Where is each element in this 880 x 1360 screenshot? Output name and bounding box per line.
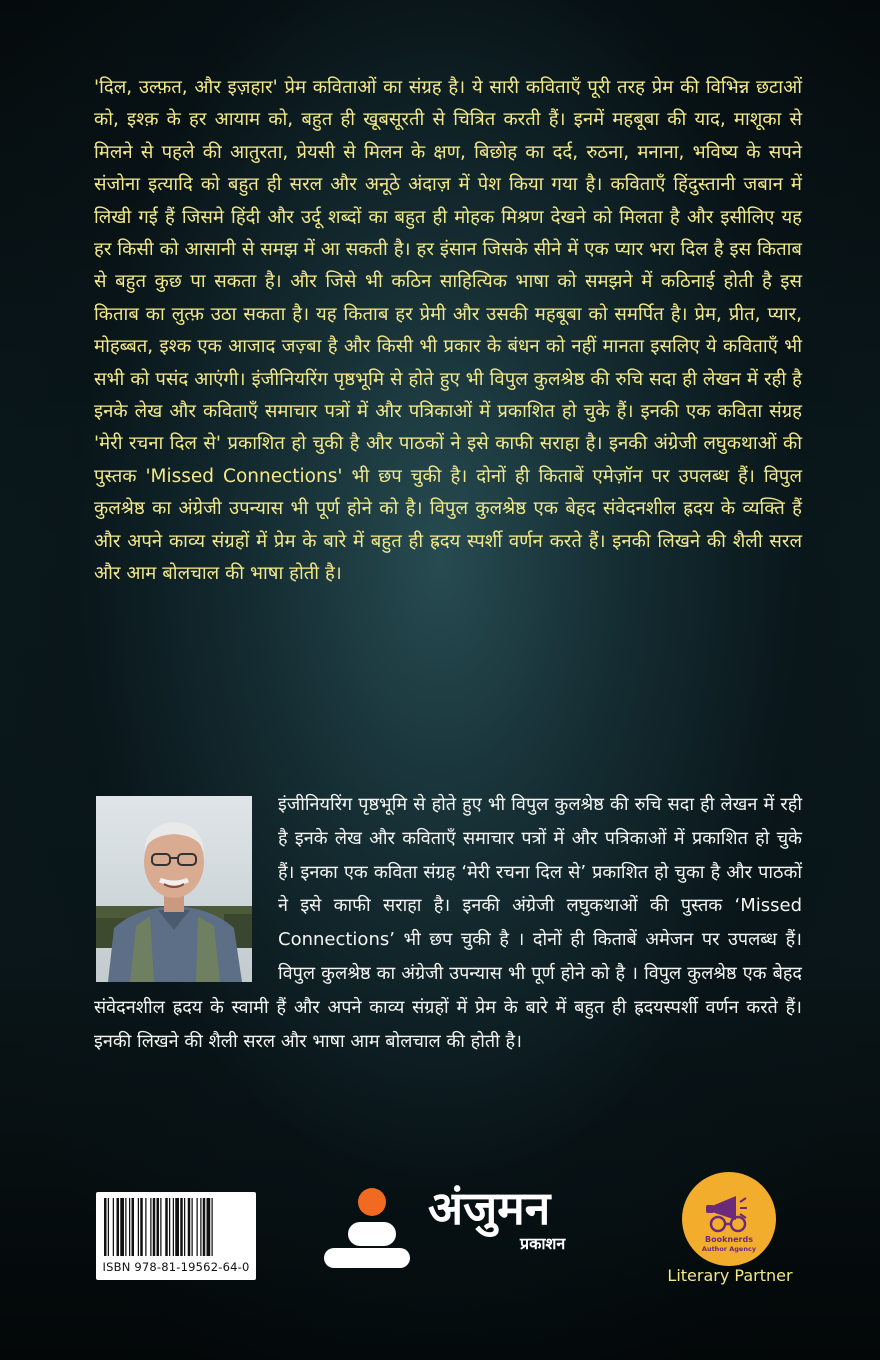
author-bio [94,788,802,1058]
publisher-name: अंजुमन [428,1181,551,1235]
partner-logo-text-2: Author Agency [701,1245,757,1253]
publisher-subtitle: प्रकाशन [520,1234,566,1253]
author-bio-text: इंजीनियरिंग पृष्ठभूमि से होते हुए भी विपुल कुलश्रेष्ठ की रुचि सदा ही लेखन में रही है इनके लेख और कविताएँ समाचार पत्रों में और पत्रिकाओं में प्रकाशित हो चुके हैं। इनका एक कविता संग्रह ‘मेरी रचना दिल से’ प्रकाशित हो चुका है और पाठकों ने इसे काफी सराहा है। इनकी अंग्रेजी लघुकथाओं की पुस्तक ‘Missed Connections’ भी छप चुकी है । दोनों ही किताबें अमेजन पर उपलब्ध हैं। विपुल कुलश्रेष्ठ का अंग्रेजी उपन्यास भी पूर्ण होने को है । विपुल कुलश्रेष्ठ एक बेहद संवेदनशील ह्रदय के स्वामी हैं और अपने काव्य संग्रहों में प्रेम के बारे में बहुत ही ह्रदयस्पर्शी वर्णन करते हैं। इनकी लिखने की शैली सरल और भाषा आम बोलचाल की होती है। [94,794,802,1052]
isbn-barcode [96,1192,256,1280]
book-blurb: 'दिल, उल्फ़त, और इज़हार' प्रेम कविताओं का संग्रह है। ये सारी कविताएँ पूरी तरह प्रेम की विभिन्न छटाओं को, इश्क़ के हर आयाम को, बहुत ही खूबसूरती से चित्रित करती हैं। इनमें महबूबा की याद, माशूका से मिलने से पहले की आतुरता, प्रेयसी से मिलन के क्षण, बिछोह का दर्द, रुठना, मनाना, भविष्य के सपने संजोना इत्यादि को बहुत ही सरल और अनूठे अंदाज़ में पेश किया गया है। कविताएँ हिंदुस्तानी जबान में लिखी गई हैं जिसमे हिंदी और उर्दू शब्दों का बहुत ही मोहक मिश्रण देखने को मिलता है और इसीलिए यह हर किसी को आसानी से समझ में आ सकती है। हर इंसान जिसके सीने में एक प्यार भरा दिल है इस किताब से बहुत कुछ पा सकता है। और जिसे भी कठिन साहित्यिक भाषा को समझने में कठिनाई होती है इस किताब का लुत्फ़ उठा सकता है। यह किताब हर प्रेमी और उसकी महबूबा को समर्पित है। प्रेम, प्रीत, प्यार, मोहब्बत, इश्क एक आजाद जज़्बा है और किसी भी प्रकार के बंधन को नहीं मानता इसलिए ये कविताएँ भी सभी को पसंद आएंगी। इंजीनियरिंग पृष्ठभूमि से होते हुए भी विपुल कुलश्रेष्ठ की रुचि सदा ही लेखन में रही है इनके लेख और कविताएँ समाचार पत्रों में और पत्रिकाओं में प्रकाशित हो चुके हैं। इनकी एक कविता संग्रह 'मेरी रचना दिल से' प्रकाशित हो चुकी है और पाठकों ने इसे काफी सराहा है। इनकी अंग्रेजी लघुकथाओं की पुस्तक 'Missed Connections' भी छप चुकी है। दोनों ही किताबें एमेज़ॉन पर उपलब्ध हैं। विपुल कुलश्रेष्ठ का अंग्रेजी उपन्यास भी पूर्ण होने को है। विपुल कुलश्रेष्ठ एक बेहद संवेदनशील ह्रदय के व्यक्ति हैं और अपने काव्य संग्रहों में प्रेम के बारे में बहुत ही ह्रदय स्पर्शी वर्णन करते हैं। इनकी लिखने की शैली सरल और आम बोलचाल की भाषा होती है। [94,77,802,585]
bio-photo-spacer [94,788,278,988]
partner-logo [682,1172,776,1266]
partner-caption: Literary Partner [667,1266,793,1285]
megaphone-glasses-icon [682,1172,776,1266]
barcode-bars [102,1198,250,1256]
publisher-figure-icon [322,1180,414,1272]
partner-logo-text-1: Booknerds [705,1235,753,1244]
isbn-number: ISBN 978-81-19562-64-0 [102,1260,250,1274]
